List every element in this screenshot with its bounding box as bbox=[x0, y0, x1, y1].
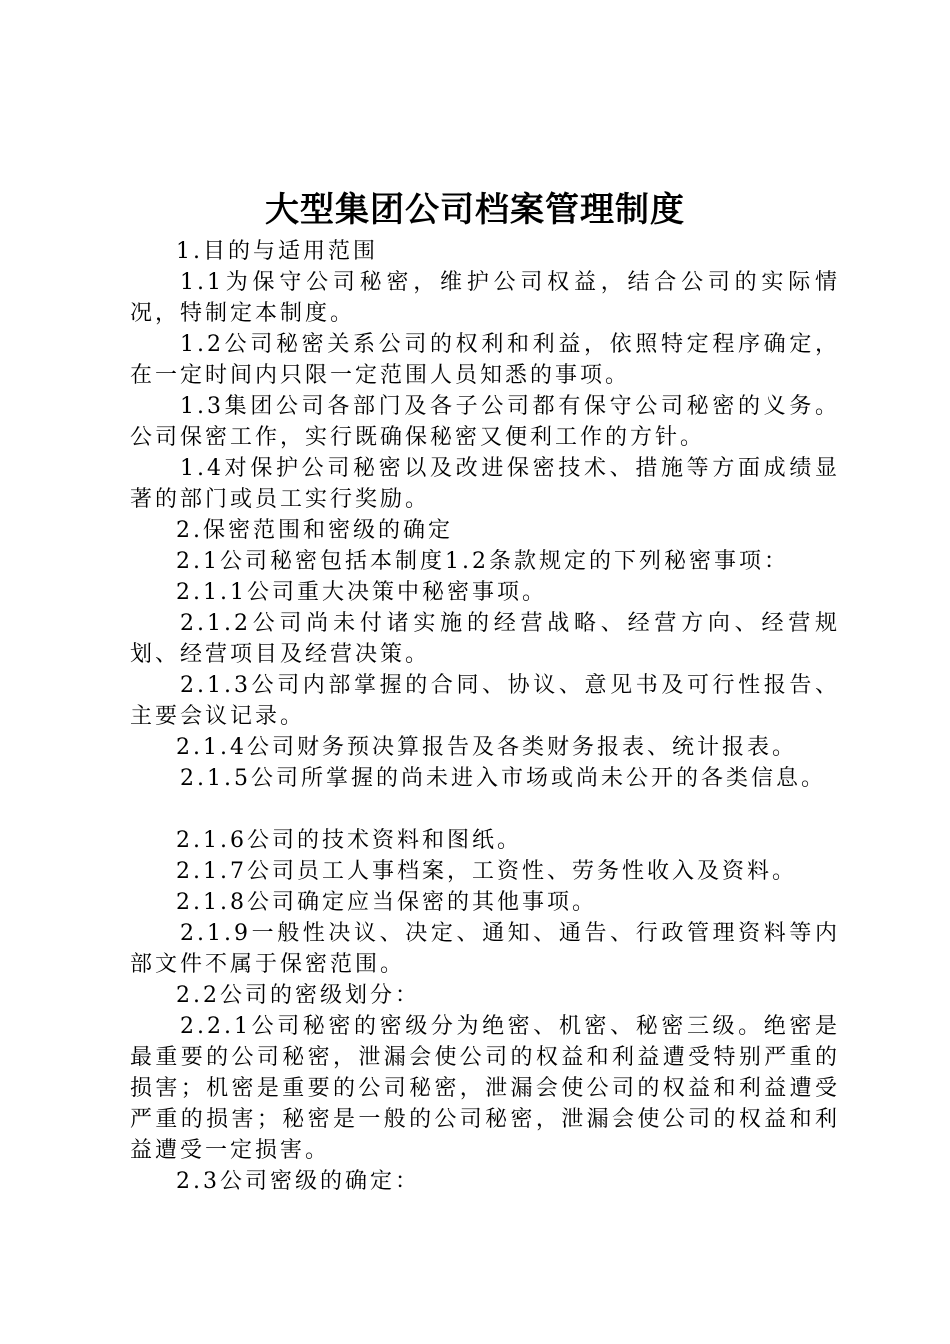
paragraph: 2.1公司秘密包括本制度1.2条款规定的下列秘密事项： bbox=[176, 549, 789, 574]
blank-line bbox=[130, 794, 840, 825]
paragraph: 2.1.7公司员工人事档案，工资性、劳务性收入及资料。 bbox=[176, 859, 797, 884]
paragraph: 1.3集团公司各部门及各子公司都有保守公司秘密的义务。公司保密工作，实行既确保秘密又便利工作的方针。 bbox=[130, 394, 840, 450]
paragraph: 2.1.5公司所掌握的尚未进入市场或尚未公开的各类信息。 bbox=[180, 766, 826, 791]
paragraph: 2.2.1公司秘密的密级分为绝密、机密、秘密三级。绝密是最重要的公司秘密，泄漏会使公司的权益和利益遭受特别严重的损害；机密是重要的公司秘密，泄漏会使公司的权益和利益遭受严重的损害；秘密是一般的公司秘密，泄漏会使公司的权益和利益遭受一定损害。 bbox=[130, 1014, 840, 1163]
paragraph: 2.1.8公司确定应当保密的其他事项。 bbox=[176, 890, 597, 915]
paragraph: 2.2公司的密级划分： bbox=[176, 983, 420, 1008]
paragraph: 2.1.6公司的技术资料和图纸。 bbox=[176, 828, 522, 853]
paragraph: 2.3公司密级的确定： bbox=[176, 1169, 420, 1194]
document-title: 大型集团公司档案管理制度 bbox=[265, 190, 685, 230]
paragraph: 2.1.4公司财务预决算报告及各类财务报表、统计报表。 bbox=[176, 735, 797, 760]
paragraph: 1.2公司秘密关系公司的权利和利益，依照特定程序确定，在一定时间内只限一定范围人员知悉的事项。 bbox=[130, 332, 840, 388]
paragraph: 1.4对保护公司秘密以及改进保密技术、措施等方面成绩显著的部门或员工实行奖励。 bbox=[130, 456, 840, 512]
paragraph: 2.1.2公司尚未付诸实施的经营战略、经营方向、经营规划、经营项目及经营决策。 bbox=[130, 611, 840, 667]
paragraph: 2.1.9一般性决议、决定、通知、通告、行政管理资料等内部文件不属于保密范围。 bbox=[130, 921, 840, 977]
section-heading: 2.保密范围和密级的确定 bbox=[176, 518, 453, 543]
paragraph: 2.1.3公司内部掌握的合同、协议、意见书及可行性报告、主要会议记录。 bbox=[130, 673, 840, 729]
section-heading: 1.目的与适用范围 bbox=[176, 239, 378, 264]
paragraph: 2.1.1公司重大决策中秘密事项。 bbox=[176, 580, 547, 605]
document-body bbox=[130, 236, 840, 1197]
paragraph: 1.1为保守公司秘密，维护公司权益，结合公司的实际情况，特制定本制度。 bbox=[130, 270, 840, 326]
